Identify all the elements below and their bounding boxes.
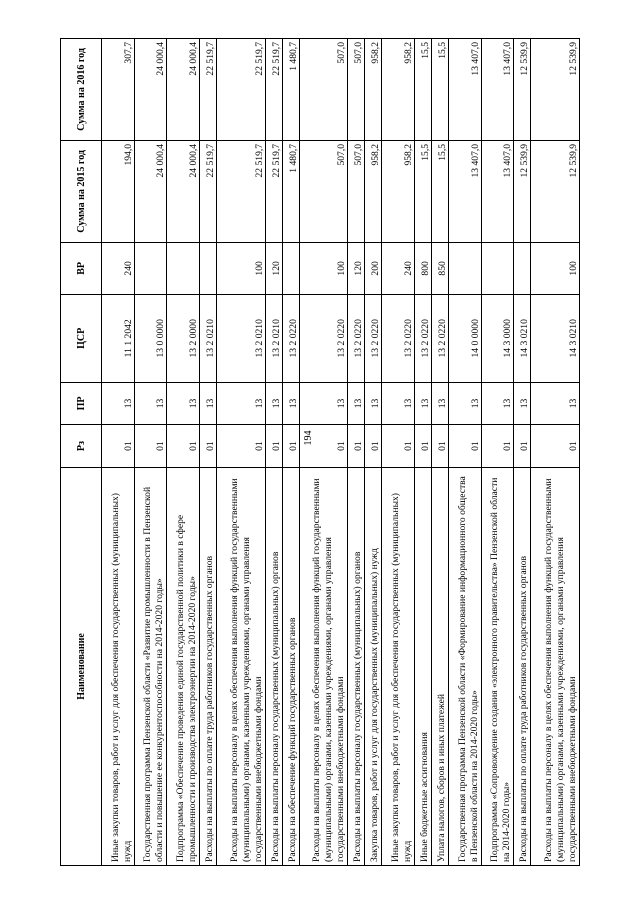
cell-csr: 13 2 0210 [265, 294, 282, 382]
cell-sum-2016: 13 407,0 [448, 39, 481, 141]
cell-pr: 13 [200, 382, 217, 425]
cell-rz: 01 [134, 425, 167, 468]
cell-csr: 13 2 0220 [382, 294, 415, 382]
cell-rz: 01 [265, 425, 282, 468]
cell-pr: 13 [531, 382, 580, 425]
cell-name: Расходы на выплаты персоналу в целях обеспечения выполнения функций государственными (муниципальными) органами, казенными учреждениями, органами управления государственными внебюджетными фондами [217, 467, 265, 865]
cell-rz: 01 [514, 425, 531, 468]
cell-csr: 13 2 0210 [200, 294, 217, 382]
cell-pr: 13 [134, 382, 167, 425]
cell-pr: 13 [481, 382, 514, 425]
cell-vr: 240 [102, 242, 135, 294]
cell-sum-2015: 24 000,4 [167, 140, 200, 242]
cell-csr: 13 2 0000 [167, 294, 200, 382]
table-row [414, 39, 431, 866]
table-row [265, 39, 282, 866]
cell-sum-2016: 24 000,4 [134, 39, 167, 141]
cell-sum-2016: 307,7 [102, 39, 135, 141]
cell-sum-2015: 15,5 [431, 140, 448, 242]
table-row [134, 39, 167, 866]
cell-csr: 14 3 0210 [531, 294, 580, 382]
cell-rz: 01 [431, 425, 448, 468]
cell-rz: 01 [531, 425, 580, 468]
cell-name: Государственная программа Пензенской области «Формирование информационного общества в Пензенской области на 2014-2020 годы» [448, 467, 481, 865]
cell-name: Иные бюджетные ассигнования [414, 467, 431, 865]
cell-vr: 100 [299, 242, 347, 294]
cell-vr [448, 242, 481, 294]
table-row [431, 39, 448, 866]
cell-pr: 13 [365, 382, 382, 425]
cell-pr: 13 [348, 382, 365, 425]
header-vr: ВР [61, 242, 102, 294]
cell-name: Расходы на выплаты персоналу государственных (муниципальных) органов [348, 467, 365, 865]
cell-csr: 11 1 2042 [102, 294, 135, 382]
cell-pr: 13 [299, 382, 347, 425]
cell-vr [167, 242, 200, 294]
cell-csr: 13 2 0220 [282, 294, 299, 382]
budget-table-container [60, 38, 580, 866]
cell-sum-2015: 22 519,7 [217, 140, 265, 242]
cell-name: Государственная программа Пензенской области «Развитие промышленности в Пензенской области и повышение ее конкурентоспособности на 2014-2020 годы» [134, 467, 167, 865]
cell-vr: 800 [414, 242, 431, 294]
cell-vr: 100 [531, 242, 580, 294]
cell-rz: 01 [481, 425, 514, 468]
cell-pr: 13 [448, 382, 481, 425]
cell-rz: 01 [299, 425, 347, 468]
cell-vr [481, 242, 514, 294]
cell-sum-2015: 1 480,7 [282, 140, 299, 242]
cell-sum-2016: 24 000,4 [167, 39, 200, 141]
table-row [481, 39, 514, 866]
header-name: Наименование [61, 467, 102, 865]
cell-sum-2015: 13 407,0 [481, 140, 514, 242]
table-row [282, 39, 299, 866]
header-sum-2015: Сумма на 2015 год [61, 140, 102, 242]
cell-vr: 850 [431, 242, 448, 294]
cell-pr: 13 [414, 382, 431, 425]
cell-sum-2015: 22 519,7 [200, 140, 217, 242]
table-row [348, 39, 365, 866]
header-csr: ЦСР [61, 294, 102, 382]
cell-sum-2016: 15,5 [414, 39, 431, 141]
cell-pr: 13 [265, 382, 282, 425]
cell-pr: 13 [167, 382, 200, 425]
table-row [382, 39, 415, 866]
cell-sum-2016: 22 519,7 [217, 39, 265, 141]
cell-rz: 01 [217, 425, 265, 468]
cell-sum-2015: 12 539,9 [531, 140, 580, 242]
cell-sum-2015: 24 000,4 [134, 140, 167, 242]
cell-sum-2016: 22 519,7 [265, 39, 282, 141]
cell-pr: 13 [217, 382, 265, 425]
cell-sum-2015: 958,2 [365, 140, 382, 242]
cell-rz: 01 [382, 425, 415, 468]
header-pr: ПР [61, 382, 102, 425]
cell-csr: 13 2 0220 [365, 294, 382, 382]
cell-sum-2015: 507,0 [299, 140, 347, 242]
cell-csr: 13 2 0220 [414, 294, 431, 382]
cell-sum-2016: 13 407,0 [481, 39, 514, 141]
header-rz: Рз [61, 425, 102, 468]
cell-sum-2016: 507,0 [348, 39, 365, 141]
cell-vr: 100 [217, 242, 265, 294]
table-row [365, 39, 382, 866]
cell-vr: 200 [365, 242, 382, 294]
cell-pr: 13 [282, 382, 299, 425]
cell-csr: 13 2 0220 [299, 294, 347, 382]
cell-name: Закупка товаров, работ и услуг для государственных (муниципальных) нужд [365, 467, 382, 865]
page-number: 194 [303, 430, 314, 446]
cell-name: Иные закупки товаров, работ и услуг для обеспечения государственных (муниципальных) нужд [382, 467, 415, 865]
table-row [448, 39, 481, 866]
cell-name: Расходы на обеспечение функций государственных органов [282, 467, 299, 865]
table-row [531, 39, 580, 866]
cell-sum-2015: 958,2 [382, 140, 415, 242]
cell-pr: 13 [102, 382, 135, 425]
table-row [217, 39, 265, 866]
cell-sum-2016: 958,2 [382, 39, 415, 141]
cell-csr: 14 0 0000 [448, 294, 481, 382]
cell-name: Расходы на выплаты по оплате труда работников государственных органов [200, 467, 217, 865]
table-row [200, 39, 217, 866]
cell-sum-2015: 507,0 [348, 140, 365, 242]
cell-rz: 01 [414, 425, 431, 468]
cell-name: Расходы на выплаты персоналу в целях обеспечения выполнения функций государственными (муниципальными) органами, казенными учреждениями, органами управления государственными внебюджетными фондами [531, 467, 580, 865]
cell-vr: 240 [382, 242, 415, 294]
cell-pr: 13 [431, 382, 448, 425]
cell-csr: 13 2 0220 [431, 294, 448, 382]
cell-name: Подпрограмма «Сопровождение создания «электронного правительства» Пензенской области на 2014-2020 годы» [481, 467, 514, 865]
cell-sum-2016: 507,0 [299, 39, 347, 141]
cell-sum-2016: 22 519,7 [200, 39, 217, 141]
cell-sum-2015: 15,5 [414, 140, 431, 242]
cell-rz: 01 [167, 425, 200, 468]
cell-sum-2016: 12 539,9 [514, 39, 531, 141]
cell-vr [200, 242, 217, 294]
cell-rz: 01 [200, 425, 217, 468]
cell-sum-2016: 15,5 [431, 39, 448, 141]
budget-table [60, 38, 580, 866]
cell-rz: 01 [348, 425, 365, 468]
table-row [102, 39, 135, 866]
cell-pr: 13 [382, 382, 415, 425]
cell-vr: 120 [265, 242, 282, 294]
cell-sum-2016: 12 539,9 [531, 39, 580, 141]
cell-sum-2015: 22 519,7 [265, 140, 282, 242]
cell-vr [282, 242, 299, 294]
cell-sum-2015: 194,0 [102, 140, 135, 242]
cell-name: Уплата налогов, сборов и иных платежей [431, 467, 448, 865]
table-row [514, 39, 531, 866]
cell-name: Расходы на выплаты персоналу государственных (муниципальных) органов [265, 467, 282, 865]
cell-csr: 13 2 0220 [348, 294, 365, 382]
cell-name: Подпрограмма «Обеспечение проведения единой государственной политики в сфере промышленности и производства электроэнергии на 2014-2020 годы» [167, 467, 200, 865]
cell-rz: 01 [365, 425, 382, 468]
cell-pr: 13 [514, 382, 531, 425]
table-body [102, 39, 580, 866]
cell-rz: 01 [448, 425, 481, 468]
cell-csr: 14 3 0210 [514, 294, 531, 382]
cell-rz: 01 [102, 425, 135, 468]
cell-name: Иные закупки товаров, работ и услуг для обеспечения государственных (муниципальных) нужд [102, 467, 135, 865]
cell-sum-2015: 12 539,9 [514, 140, 531, 242]
cell-csr: 14 3 0000 [481, 294, 514, 382]
cell-vr: 120 [348, 242, 365, 294]
table-row [299, 39, 347, 866]
cell-sum-2016: 958,2 [365, 39, 382, 141]
cell-name: Расходы на выплаты персоналу в целях обеспечения выполнения функций государственными (муниципальными) органами, казенными учреждениями, органами управления государственными внебюджетными фондами [299, 467, 347, 865]
cell-rz: 01 [282, 425, 299, 468]
cell-csr: 13 0 0000 [134, 294, 167, 382]
cell-vr [134, 242, 167, 294]
cell-sum-2015: 13 407,0 [448, 140, 481, 242]
cell-csr: 13 2 0210 [217, 294, 265, 382]
cell-vr [514, 242, 531, 294]
cell-name: Расходы на выплаты по оплате труда работников государственных органов [514, 467, 531, 865]
table-row [167, 39, 200, 866]
header-sum-2016: Сумма на 2016 год [61, 39, 102, 141]
table-header-row [61, 39, 102, 866]
cell-sum-2016: 1 480,7 [282, 39, 299, 141]
